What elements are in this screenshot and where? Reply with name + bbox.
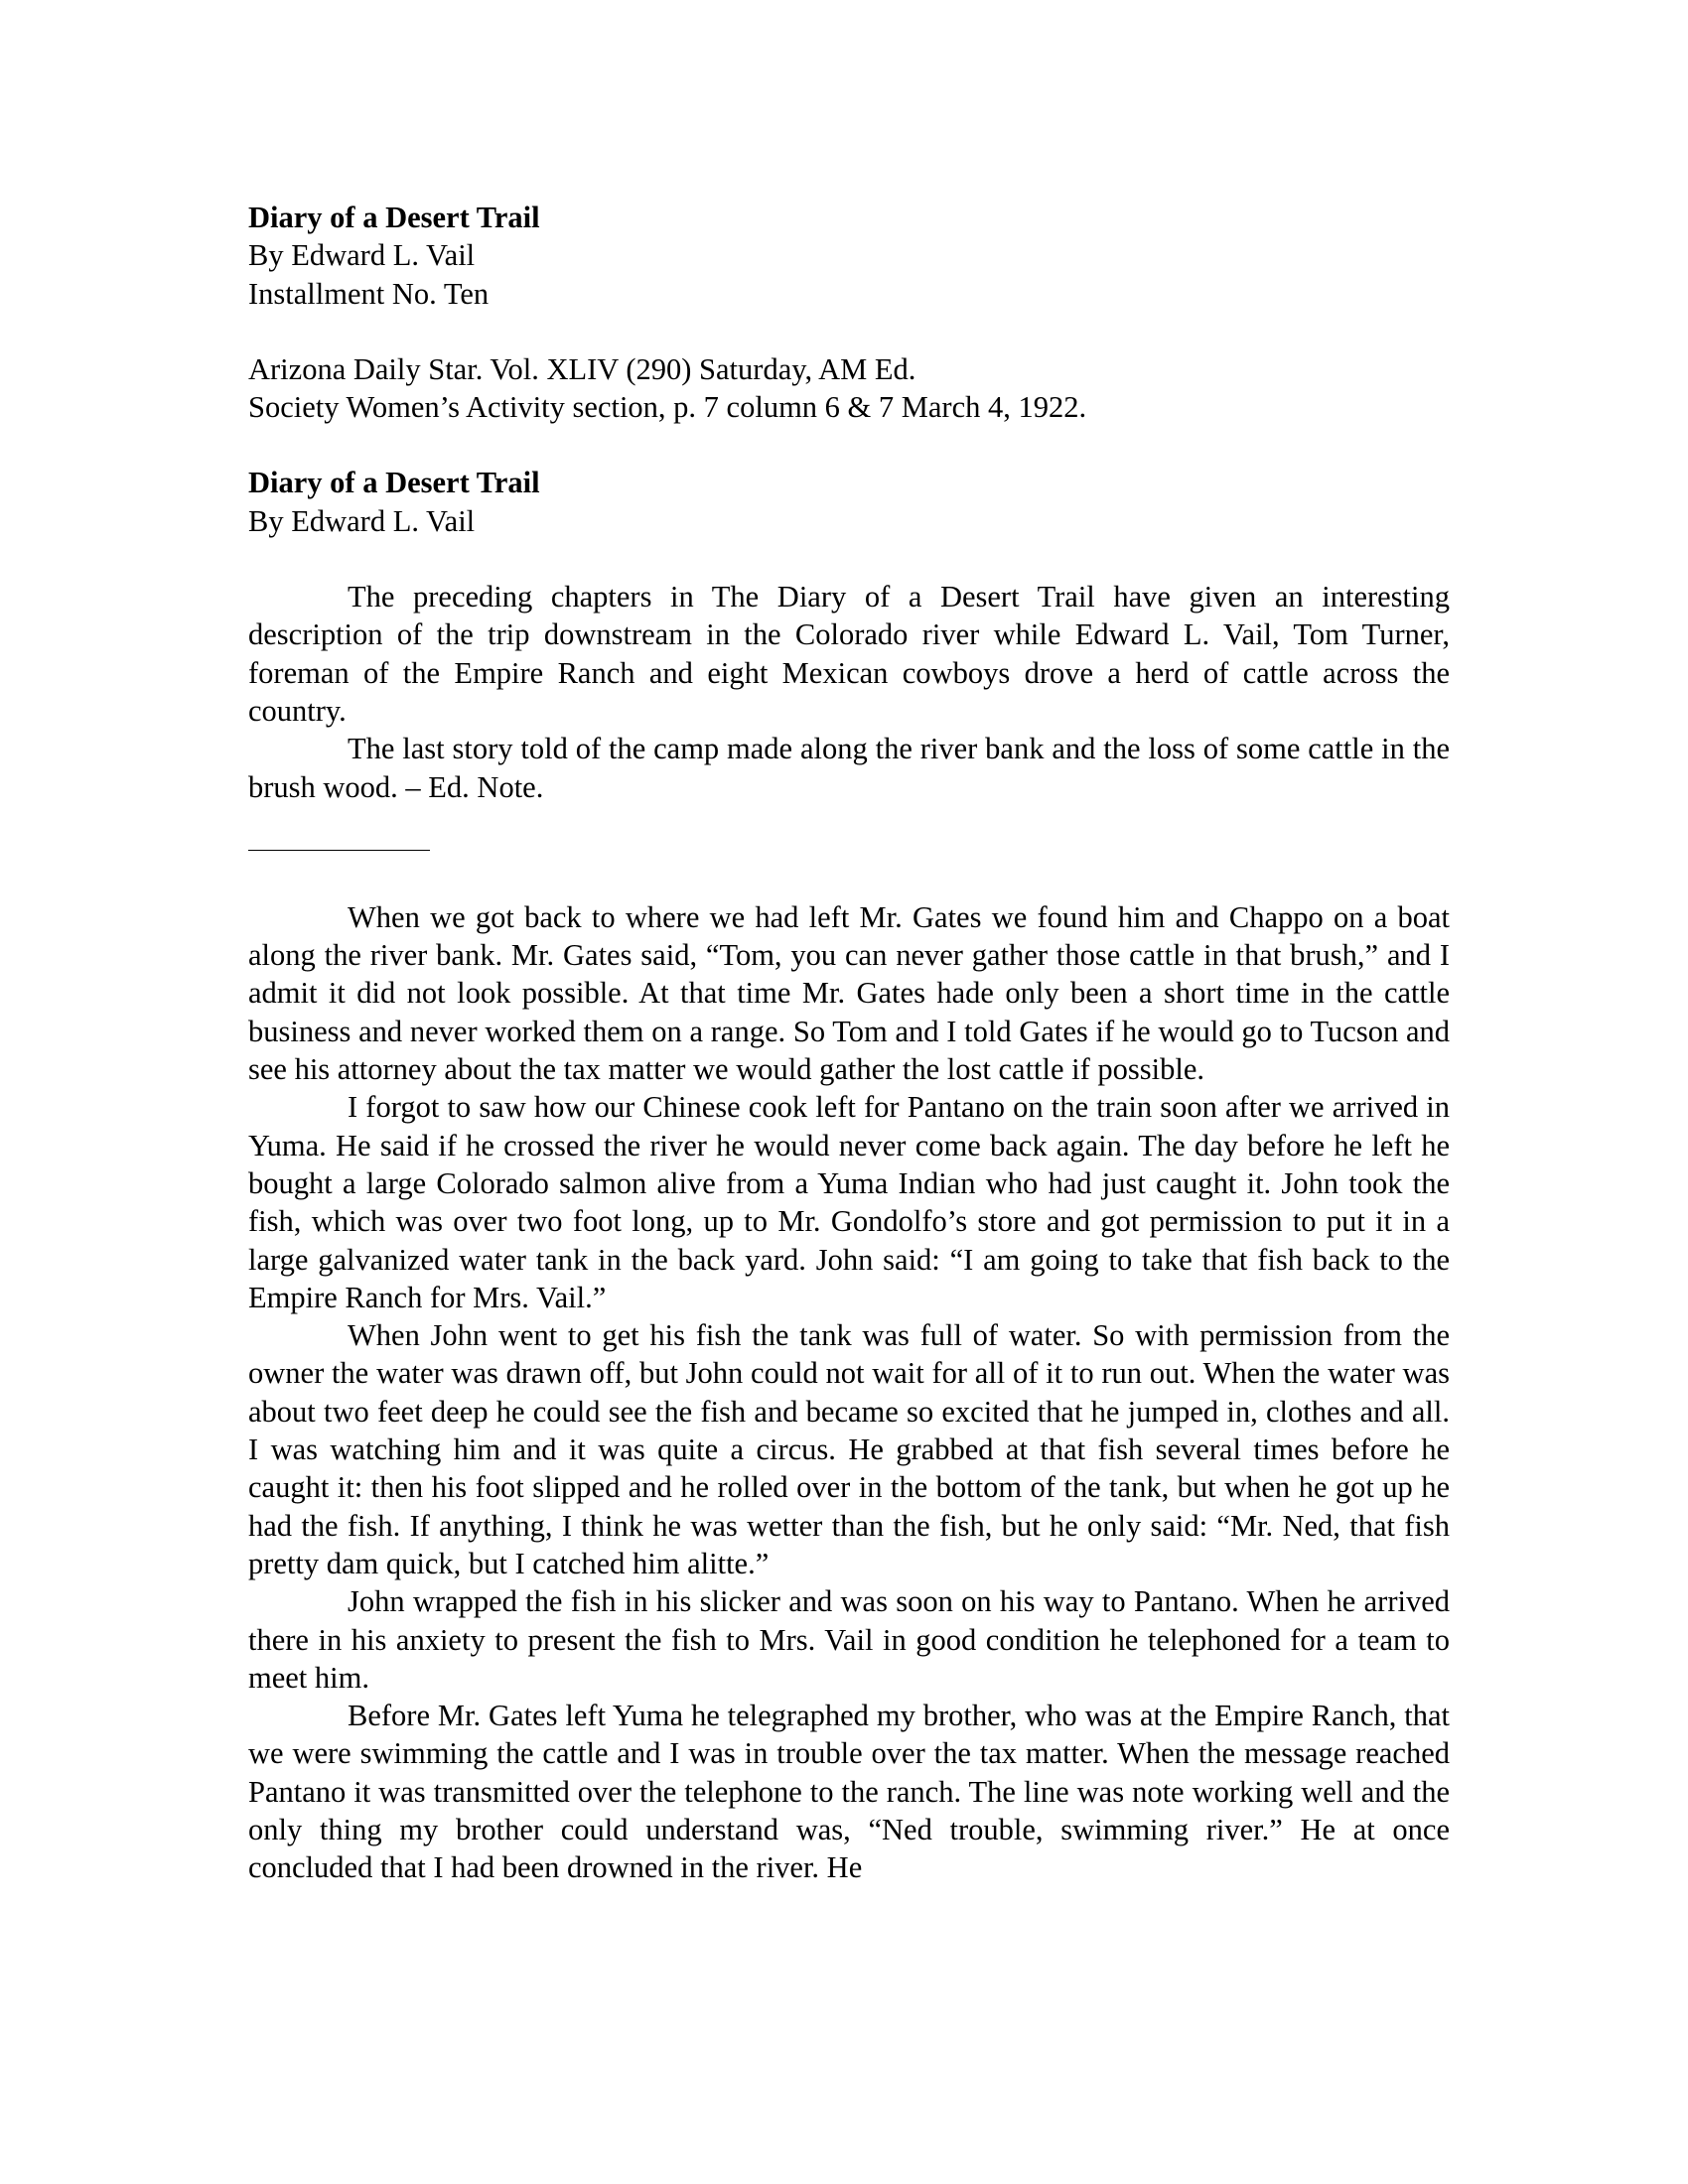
article-body	[248, 898, 1450, 1887]
body-paragraph: When we got back to where we had left Mr. Gates we found him and Chappo on a boat along the river bank. Mr. Gates said, “Tom, you can never gather those cattle in that brush,” and I admit it did not look possible. At that time Mr. Gates hade only been a short time in the cattle business and never worked them on a range. So Tom and I told Gates if he would go to Tucson and see his attorney about the tax matter we would gather the lost cattle if possible.	[248, 899, 1450, 1087]
header-title: Diary of a Desert Trail	[248, 201, 540, 234]
body-paragraph: I forgot to saw how our Chinese cook left for Pantano on the train soon after we arrived in Yuma. He said if he crossed the river he would never come back again. The day before he left he bought a large Colorado salmon alive from a Yuma Indian who had just caught it. John took the fish, which was over two foot long, up to Mr. Gondolfo’s store and got permission to put it in a large galvanized water tank in the back yard. John said: “I am going to take that fish back to the Empire Ranch for Mrs. Vail.”	[248, 1090, 1450, 1314]
editor-note	[248, 578, 1450, 806]
editor-note-paragraph: The preceding chapters in The Diary of a Desert Trail have given an interesting description of the trip downstream in the Colorado river while Edward L. Vail, Tom Turner, foreman of the Empire Ranch and eight Mexican cowboys drove a herd of cattle across the country.	[248, 580, 1450, 728]
article-byline: By Edward L. Vail	[248, 503, 476, 538]
body-paragraph: When John went to get his fish the tank was full of water. So with permission from the owner the water was drawn off, but John could not wait for all of it to run out. When the water was about two feet deep he could see the fish and became so excited that he jumped in, clothes and all. I was watching him and it was quite a circus. He grabbed at that fish several times before he caught it: then his foot slipped and he rolled over in the bottom of the tank, but when he got up he had the fish. If anything, I think he was wetter than the fish, but he only said: “Mr. Ned, that fish pretty dam quick, but I catched him alitte.”	[248, 1318, 1450, 1580]
section-divider	[248, 850, 430, 851]
installment-label: Installment No. Ten	[248, 276, 490, 311]
editor-note-paragraph: The last story told of the camp made along the river bank and the loss of some cattle in the brush wood. – Ed. Note.	[248, 732, 1450, 804]
source-citation	[248, 350, 1450, 427]
article-title: Diary of a Desert Trail	[248, 466, 540, 500]
source-line-1: Arizona Daily Star. Vol. XLIV (290) Saturday, AM Ed.	[248, 351, 916, 386]
header-byline: By Edward L. Vail	[248, 238, 476, 273]
body-paragraph: Before Mr. Gates left Yuma he telegraphed my brother, who was at the Empire Ranch, that we were swimming the cattle and I was in trouble over the tax matter. When the message reached Pantano it was transmitted over the telephone to the ranch. The line was note working well and the only thing my brother could understand was, “Ned trouble, swimming river.” He at once concluded that I had been drowned in the river. He	[248, 1699, 1450, 1885]
article-heading	[248, 464, 1450, 540]
document-page	[248, 199, 1450, 1887]
body-paragraph: John wrapped the fish in his slicker and was soon on his way to Pantano. When he arrived there in his anxiety to present the fish to Mrs. Vail in good condition he telephoned for a team to meet him.	[248, 1584, 1450, 1695]
header-block	[248, 199, 1450, 313]
source-line-2: Society Women’s Activity section, p. 7 column 6 & 7 March 4, 1922.	[248, 390, 1087, 425]
